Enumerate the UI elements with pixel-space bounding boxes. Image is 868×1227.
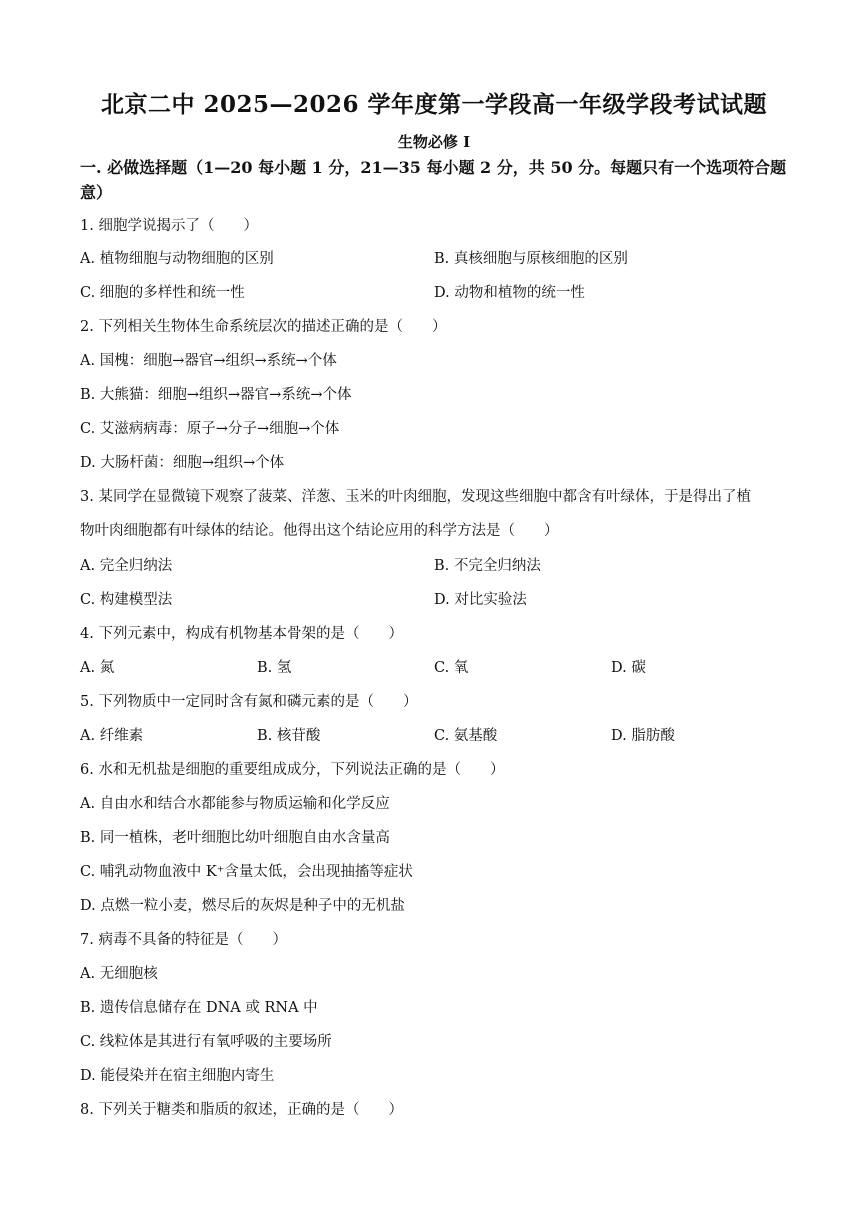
option-6b: B. 同一植株，老叶细胞比幼叶细胞自由水含量高 <box>80 830 390 846</box>
section-heading: 一. 必做选择题（1—20 每小题 1 分，21—35 每小题 2 分，共 50 分。每题只有一个选项符合题意） <box>80 158 787 202</box>
option-3d: D. 对比实验法 <box>434 592 527 608</box>
option-7a: A. 无细胞核 <box>80 966 158 982</box>
option-5c: C. 氨基酸 <box>434 728 498 744</box>
option-5d: D. 脂肪酸 <box>611 728 675 744</box>
option-5b: B. 核苷酸 <box>257 728 321 744</box>
option-2c: C. 艾滋病病毒：原子→分子→细胞→个体 <box>80 421 340 437</box>
option-1d: D. 动物和植物的统一性 <box>434 285 585 301</box>
option-1c: C. 细胞的多样性和统一性 <box>80 285 245 301</box>
question-stem-5: 5. 下列物质中一定同时含有氮和磷元素的是（ ） <box>80 694 418 710</box>
option-6d: D. 点燃一粒小麦，燃尽后的灰烬是种子中的无机盐 <box>80 898 405 914</box>
exam-subtitle: 生物必修 I <box>397 133 471 151</box>
question-stem-1: 1. 细胞学说揭示了（ ） <box>80 218 258 234</box>
option-4d: D. 碳 <box>611 660 646 676</box>
option-7c: C. 线粒体是其进行有氧呼吸的主要场所 <box>80 1034 332 1050</box>
option-6c: C. 哺乳动物血液中 K⁺含量太低，会出现抽搐等症状 <box>80 864 413 880</box>
question-stem-3-line2: 物叶肉细胞都有叶绿体的结论。他得出这个结论应用的科学方法是（ ） <box>80 523 559 539</box>
question-stem-4: 4. 下列元素中，构成有机物基本骨架的是（ ） <box>80 626 403 642</box>
option-7b: B. 遗传信息储存在 DNA 或 RNA 中 <box>80 1000 318 1016</box>
option-4b: B. 氢 <box>257 660 292 676</box>
exam-title: 北京二中 2025—2026 学年度第一学段高一年级学段考试试题 <box>100 91 768 118</box>
question-stem-8: 8. 下列关于糖类和脂质的叙述，正确的是（ ） <box>80 1102 403 1118</box>
question-stem-2: 2. 下列相关生物体生命系统层次的描述正确的是（ ） <box>80 319 447 335</box>
option-2d: D. 大肠杆菌：细胞→组织→个体 <box>80 455 285 471</box>
option-3c: C. 构建模型法 <box>80 592 173 608</box>
question-stem-6: 6. 水和无机盐是细胞的重要组成成分，下列说法正确的是（ ） <box>80 762 505 778</box>
option-1a: A. 植物细胞与动物细胞的区别 <box>80 251 274 267</box>
option-7d: D. 能侵染并在宿主细胞内寄生 <box>80 1068 275 1084</box>
option-6a: A. 自由水和结合水都能参与物质运输和化学反应 <box>80 796 390 812</box>
option-4a: A. 氮 <box>80 660 115 676</box>
option-4c: C. 氧 <box>434 660 469 676</box>
question-stem-3-line1: 3. 某同学在显微镜下观察了菠菜、洋葱、玉米的叶肉细胞，发现这些细胞中都含有叶绿体，于是得出了植 <box>80 489 751 505</box>
question-stem-7: 7. 病毒不具备的特征是（ ） <box>80 932 287 948</box>
option-3b: B. 不完全归纳法 <box>434 558 541 574</box>
option-5a: A. 纤维素 <box>80 728 144 744</box>
option-3a: A. 完全归纳法 <box>80 558 173 574</box>
option-2a: A. 国槐：细胞→器官→组织→系统→个体 <box>80 353 337 369</box>
option-1b: B. 真核细胞与原核细胞的区别 <box>434 251 628 267</box>
option-2b: B. 大熊猫：细胞→组织→器官→系统→个体 <box>80 387 352 403</box>
